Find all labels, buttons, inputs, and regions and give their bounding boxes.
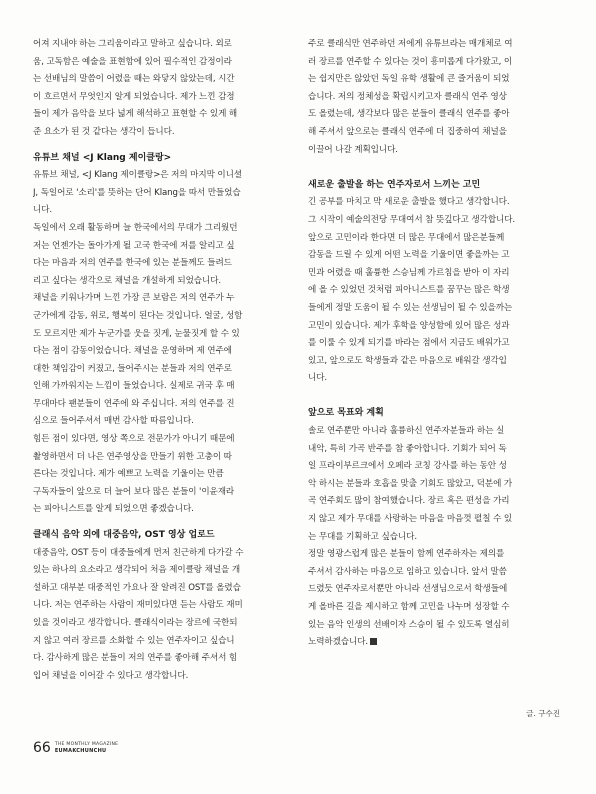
text-line: 주셔서 감사하는 마음으로 임하고 있습니다. 앞서 말씀 [308,566,507,577]
left-column [33,36,281,685]
text-line-last [308,634,563,652]
section-heading-goals: 앞으로 목표와 계획 [308,408,384,419]
text-line: 는 선배님의 말씀이 어렸을 때는 와닿지 않았는데, 시간 [33,74,235,85]
text-line: 심으로 들어주셔서 매번 감사할 따름입니다. [33,416,194,427]
text-line: 는 무대를 기획하고 싶습니다. [308,531,417,542]
text-line: 러 장르를 연주할 수 있다는 것이 흥미롭게 다가왔고, 이 [308,56,513,67]
text-line: 어져 지내야 하는 그리움이라고 말하고 싶습니다. 외로 [33,39,232,49]
text-line: 게 올바른 길을 제시하고 함께 고민을 나누며 성장할 수 [308,602,510,612]
right-column [308,36,563,652]
text-line: J, 독일어로 '소리'를 뜻하는 단어 Klang을 따서 만들었습 [33,187,241,198]
text-line: 있고, 앞으로도 학생들과 같은 마음으로 배워갈 생각입 [308,355,507,366]
text-line: 니다. [308,373,328,384]
text-line: 긴 공부를 마치고 막 새로운 출발을 했다고 생각합니다. [308,197,510,208]
text-line: 움, 고독함은 예술을 표현함에 있어 필수적인 감정이라 [33,56,232,67]
text-line: 있는 음악 인생의 선배이자 스승이 될 수 있도록 열심히 [308,619,510,630]
text-line: 군가에게 감동, 위로, 행복이 된다는 것입니다. 얼굴, 성함 [33,310,243,321]
author-credit: 글. 구수진 [526,709,560,718]
text-line: 민과 어렸을 때 훌륭한 스승님께 가르침을 받아 이 자리 [308,267,510,278]
text-line: 그 시작이 예술의전당 무대여서 참 뜻깊다고 생각합니다. [308,214,516,225]
text-line: 인해 가까워지는 느낌이 들었습니다. 실제로 귀국 후 매 [33,381,235,392]
pop-ost-section-paragraph [33,545,281,686]
text-line: 지 않고 제가 무대를 사랑하는 마음을 마음껏 펼칠 수 있 [308,514,513,525]
text-line: 일 프라이부르크에서 오페라 코칭 강사를 하는 동안 성 [308,461,507,472]
text-line: 다는 마음과 저의 연주를 한국에 있는 분들께도 들려드 [33,258,232,269]
text-line: 도 모르지만 제가 누군가를 웃을 짓게, 눈물짓게 할 수 있 [33,328,240,339]
text-line: 채널을 키워나가며 느낀 가장 큰 보람은 저의 연주가 누 [33,293,235,304]
text-line: 는 피아니스트를 알게 되었으면 좋겠습니다. [33,504,194,515]
text-line: 지 않고 여러 장르를 소화할 수 있는 연주자이고 싶습니 [33,635,235,646]
magazine-logo [55,741,119,755]
page-number: 66 [33,740,51,756]
magazine-tagline: THE MONTHLY MAGAZINE [54,742,119,747]
text-line: 드렸듯 연주자로서뿐만 아니라 선생님으로서 학생들에 [308,584,508,595]
text-line: 있을 것이라고 생각합니다. 클래식이라는 장르에 국한되 [33,618,238,628]
end-mark-icon [370,638,377,645]
section-heading-new-start: 새로운 출발을 하는 연주자로서 느끼는 고민 [308,179,481,190]
text-line: 니다. [33,205,53,216]
text-line: 독일에서 오래 활동하며 늘 한국에서의 무대가 그리웠던 [33,222,238,233]
text-line: 대한 책임감이 커졌고, 들어주시는 분들과 저의 연주로 [33,363,232,374]
text-line: 습니다. 저의 정체성을 확립시키고자 클래식 연주 영상 [308,91,507,102]
left-intro-paragraph [33,36,281,142]
text-line: 유튜브 채널, <J Klang 제이클랑>은 저의 마지막 이니셜 [33,170,243,181]
text-line: 다. 감사하게 많은 분들이 저의 연주를 좋아해 주셔서 힘 [33,653,238,664]
text-line: 주로 클래식만 연주하던 저에게 유튜브라는 매개체로 여 [308,39,513,49]
text-line: 앞으로 고민이라 한다면 더 많은 무대에서 많은분들께 [308,232,505,243]
text-line: 설하고 대부분 대중적인 가요나 잘 알려진 OST를 올렸습 [33,582,241,593]
text-line: 를 이룰 수 있게 되기를 바라는 점에서 지금도 배워가고 [308,338,510,349]
text-line: 들이 제가 음악을 보다 넓게 해석하고 표현할 수 있게 해 [33,109,238,120]
text-line: 이끌어 나갈 계획입니다. [308,144,398,155]
section-heading-youtube: 유튜브 채널 <J Klang 제이클랑> [33,152,172,163]
text-line: 촬영하면서 더 나은 연주영상을 만들기 위한 고충이 따 [33,451,232,462]
text-line: 있는 하나의 요소라고 생각되어 처음 제이클랑 채널을 개 [33,565,241,576]
magazine-name: EUMAKCHUNCHU [54,748,107,754]
page-footer [33,741,118,755]
text-line: 른다는 것입니다. 제가 예쁘고 노력을 기울이는 만큼 [33,469,224,480]
text-line: 감동을 드릴 수 있게 어떤 노력을 기울이면 좋을까는 고 [308,250,510,261]
text-line: 무대마다 팬분들이 연주에 와 주십니다. 저의 연주를 진 [33,398,235,409]
section-heading-pop-ost: 클래식 음악 외에 대중음악, OST 영상 업로드 [33,530,215,541]
text-line: 입어 채널을 이어갈 수 있다고 생각합니다. [33,670,189,681]
text-line: 솔로 연주뿐만 아니라 훌륭하신 연주자분들과 하는 실 [308,426,505,437]
text-line: 해 주셔서 앞으로는 클래식 연주에 더 집중하여 채널을 [308,126,507,137]
right-intro-paragraph [308,36,563,159]
text-line: 저는 언젠가는 돌아가게 될 고국 한국에 저를 알리고 싶 [33,240,235,251]
text-line: 준 요소가 된 것 같다는 생각이 듭니다. [33,126,175,137]
text-line: 곡 연주회도 많이 참여했습니다. 장르 혹은 편성을 가리 [308,496,510,507]
text-line: 들에게 정말 도움이 될 수 있는 선생님이 될 수 있을까는 [308,302,513,313]
text-line: 대중음악, OST 등이 대중들에게 먼저 친근하게 다가갈 수 [33,547,244,558]
text-line: 다는 점이 감동이었습니다. 채널을 운영하며 제 연주에 [33,346,232,357]
text-line: 정말 영광스럽게 많은 분들이 함께 연주하자는 제의를 [308,549,505,560]
text-line: 구독자들이 앞으로 더 늘어 보다 많은 분들이 '이윤재라 [33,486,235,497]
text-line: 도 올렸는데, 생각보다 많은 분들이 클래식 연주를 좋아 [308,109,510,120]
text-line: 니다. 저는 연주하는 사람이 재미있다면 듣는 사람도 재미 [33,600,243,611]
youtube-section-paragraph [33,167,281,519]
text-line: 내악, 특히 가곡 반주를 참 좋아합니다. 기회가 되어 독 [308,443,507,454]
text-line: 리고 싶다는 생각으로 채널을 개설하게 되었습니다. [33,275,222,286]
text-line: 고민이 있습니다. 제가 후학을 양성함에 있어 많은 성과 [308,320,510,331]
text-line: 악 하시는 분들과 호흡을 맞출 기회도 많았고, 덕분에 가 [308,478,513,489]
text-line: 힘든 점이 있다면, 영상 쪽으로 전문가가 아니기 때문에 [33,434,235,445]
text-line: 는 쉽지만은 않았던 독일 유학 생활에 큰 즐거움이 되었 [308,74,510,85]
goals-section-paragraph [308,423,563,652]
text-line: 이 흐르면서 무엇인지 알게 되었습니다. 제가 느낀 감정 [33,91,235,102]
text-line: 노력하겠습니다. [308,637,369,648]
text-line: 에 올 수 있었던 것처럼 피아니스트를 꿈꾸는 많은 학생 [308,285,510,296]
new-start-section-paragraph [308,194,563,388]
